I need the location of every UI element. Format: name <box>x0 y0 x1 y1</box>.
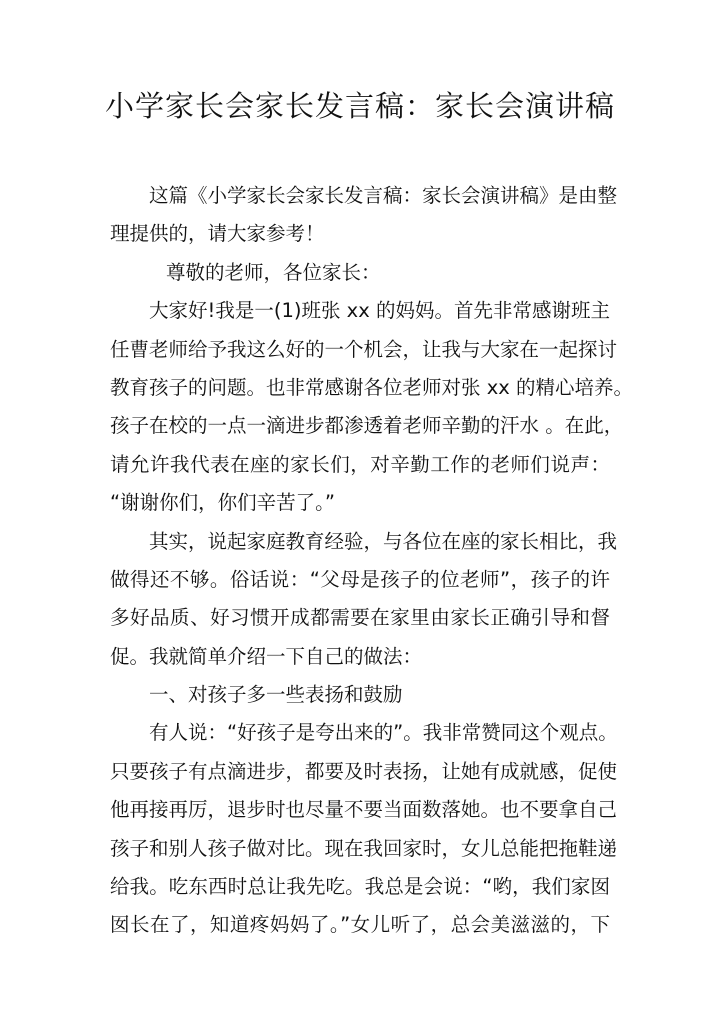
text-line: “谢谢你们，你们辛苦了。” <box>110 491 335 515</box>
text-line: 教育孩子的问题。也非常感谢各位老师对张 xx 的精心培养。 <box>110 375 633 399</box>
text-line: 其实，说起家庭教育经验，与各位在座的家长相比，我 <box>149 529 618 553</box>
salutation-line: 尊敬的老师，各位家长： <box>166 260 381 284</box>
text-line: 这篇《小学家长会家长发言稿：家长会演讲稿》是由整 <box>149 184 618 207</box>
document-body <box>110 177 633 945</box>
text-line: 多好品质、好习惯开成都需要在家里由家长正确引导和督 <box>110 606 610 630</box>
text-line: 大家好!我是一(1)班张 xx 的妈妈。首先非常感谢班主 <box>149 299 610 323</box>
text-line: 理提供的，请大家参考！ <box>110 222 325 246</box>
text-line: 孩子和别人孩子做对比。现在我回家时，女儿总能把拖鞋递 <box>110 836 618 860</box>
text-line: 给我。吃东西时总让我先吃。我总是会说：“哟，我们家囡 <box>110 875 610 899</box>
text-line: 促。我就简单介绍一下自己的做法： <box>110 644 423 668</box>
text-line: 只要孩子有点滴进步，都要及时表扬，让她有成就感，促使 <box>110 759 618 783</box>
document-title: 小学家长会家长发言稿：家长会演讲稿 <box>104 89 615 123</box>
text-line: 囡长在了，知道疼妈妈了。”女儿听了，总会美滋滋的，下 <box>110 913 610 937</box>
section-heading: 一、对孩子多一些表扬和鼓励 <box>149 683 403 707</box>
text-line: 他再接再厉，退步时也尽量不要当面数落她。也不要拿自己 <box>110 798 618 822</box>
text-line: 孩子在校的一点一滴进步都渗透着老师辛勤的汗水 。在此， <box>110 414 624 438</box>
text-line: 做得还不够。俗话说：“父母是孩子的位老师”，孩子的许 <box>110 567 610 591</box>
text-line: 任曹老师给予我这么好的一个机会，让我与大家在一起探讨 <box>110 337 618 361</box>
text-line: 请允许我代表在座的家长们，对辛勤工作的老师们说声： <box>110 452 610 476</box>
text-line: 有人说：“好孩子是夸出来的”。我非常赞同这个观点。 <box>149 721 618 745</box>
